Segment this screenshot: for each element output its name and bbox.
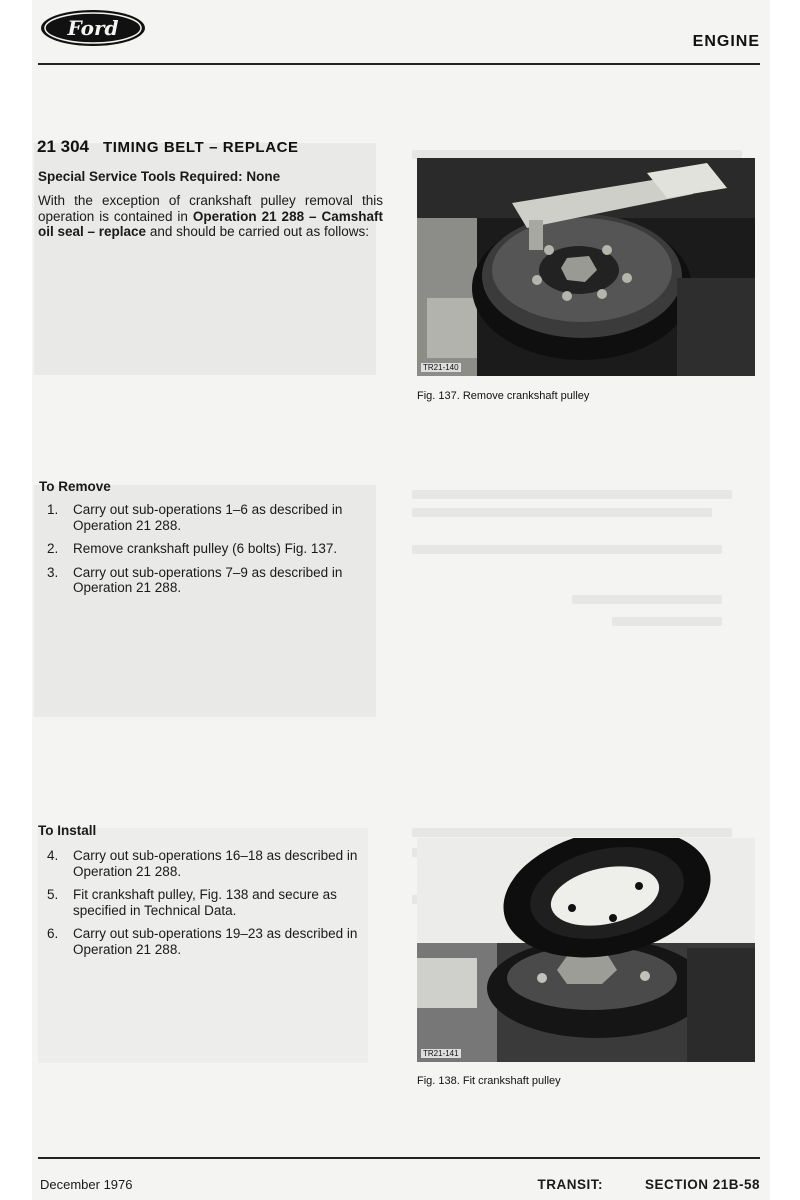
step-number: 4.	[47, 848, 59, 863]
list-item	[39, 502, 385, 533]
step-number: 5.	[47, 887, 59, 902]
bleed-through-text	[612, 617, 722, 626]
step-number: 6.	[47, 926, 59, 941]
bleed-through-text	[412, 545, 722, 554]
footer-model: TRANSIT:	[537, 1177, 603, 1192]
bleed-through-text	[412, 490, 732, 499]
step-text: Carry out sub-operations 1–6 as described in Operation 21 288.	[73, 502, 343, 533]
intro-text-end: and should be carried out as follows:	[146, 224, 369, 239]
remove-steps	[39, 502, 385, 604]
list-item	[39, 565, 385, 596]
operation-heading	[37, 137, 299, 157]
special-tools-line: Special Service Tools Required: None	[38, 169, 281, 184]
step-text: Remove crankshaft pulley (6 bolts) Fig. 137.	[73, 541, 338, 556]
step-number: 3.	[47, 564, 59, 580]
footer-section	[495, 1177, 760, 1192]
step-text: Carry out sub-operations 7–9 as described in Operation 21 288.	[73, 564, 343, 595]
figure-tag: TR21-141	[423, 1049, 459, 1058]
ford-logo	[39, 8, 147, 48]
operation-title: TIMING BELT – REPLACE	[103, 139, 299, 156]
list-item	[39, 848, 385, 879]
remove-heading: To Remove	[39, 479, 111, 494]
figure-tag: TR21-140	[423, 363, 459, 372]
step-number: 1.	[47, 502, 59, 517]
bleed-through-text	[412, 508, 712, 517]
figure-caption: Fig. 137. Remove crankshaft pulley	[417, 390, 590, 402]
bleed-through-text	[412, 828, 732, 837]
list-item	[39, 887, 385, 918]
step-text: Carry out sub-operations 16–18 as described in Operation 21 288.	[73, 848, 358, 879]
figure-138	[417, 838, 755, 1093]
logo-wordmark: Ford	[67, 16, 119, 40]
install-heading: To Install	[38, 823, 97, 838]
step-text: Carry out sub-operations 19–23 as described in Operation 21 288.	[73, 926, 358, 957]
figure-caption: Fig. 138. Fit crankshaft pulley	[417, 1075, 561, 1087]
footer-section-number: SECTION 21B-58	[644, 1177, 760, 1192]
step-text: Fit crankshaft pulley, Fig. 138 and secure as specified in Technical Data.	[73, 887, 337, 918]
operation-number: 21 304	[37, 137, 89, 156]
photo-remove-crankshaft-pulley	[417, 158, 755, 376]
intro-reference: Operation 21 288 – Camshaft oil seal – replace	[38, 208, 383, 239]
footer-rule	[38, 1157, 760, 1159]
list-item	[39, 541, 385, 557]
intro-paragraph	[38, 193, 383, 240]
intro-text: With the exception of crankshaft pulley removal this operation is contained in	[38, 193, 383, 224]
header-rule	[38, 63, 760, 65]
footer-date: December 1976	[40, 1177, 133, 1192]
install-steps	[39, 848, 385, 965]
step-number: 2.	[47, 541, 59, 556]
section-title: ENGINE	[692, 33, 760, 50]
list-item	[39, 926, 385, 957]
photo-fit-crankshaft-pulley	[417, 838, 755, 1062]
figure-137	[417, 158, 755, 403]
bleed-through-text	[572, 595, 722, 604]
